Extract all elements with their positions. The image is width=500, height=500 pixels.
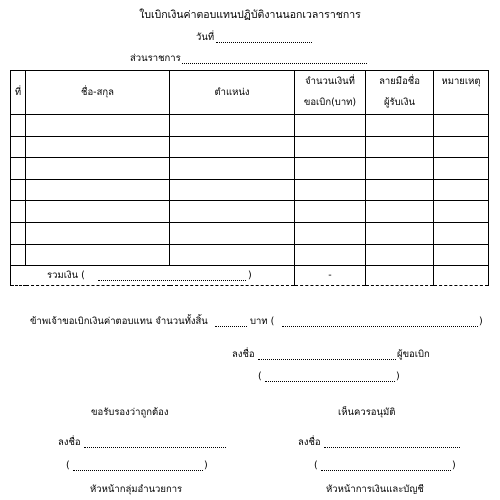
requester-role: ผู้ขอเบิก — [397, 349, 430, 360]
cell-signature[interactable] — [366, 179, 434, 201]
date-field[interactable] — [216, 42, 312, 43]
requester-paren-close: ) — [396, 371, 400, 382]
certify-sign-label: ลงชื่อ — [58, 437, 81, 448]
cell-name[interactable] — [26, 136, 170, 158]
payment-table — [10, 70, 489, 286]
request-close-paren: ) — [479, 316, 483, 327]
cell-remarks[interactable] — [434, 136, 489, 158]
department-label: ส่วนราชการ — [130, 53, 181, 64]
cell-remarks[interactable] — [434, 115, 489, 137]
column-header-number: ที่ — [11, 71, 26, 115]
cell-signature[interactable] — [366, 201, 434, 223]
total-close-paren: ) — [248, 270, 252, 282]
approve-name-field[interactable] — [321, 470, 451, 471]
cell-remarks[interactable] — [434, 179, 489, 201]
cell-number[interactable] — [11, 115, 26, 137]
total-signature — [366, 266, 434, 286]
cell-amount[interactable] — [295, 201, 366, 223]
table-row — [11, 115, 489, 137]
table-row — [11, 201, 489, 223]
cell-number[interactable] — [11, 244, 26, 266]
cell-amount[interactable] — [295, 222, 366, 244]
cell-signature[interactable] — [366, 136, 434, 158]
requester-sign-label: ลงชื่อ — [232, 349, 255, 360]
form-title: ใบเบิกเงินค่าตอบแทนปฏิบัติงานนอกเวลาราชการ — [139, 9, 361, 21]
cell-position[interactable] — [170, 244, 295, 266]
cell-signature[interactable] — [366, 222, 434, 244]
cell-position[interactable] — [170, 158, 295, 180]
total-row — [11, 266, 489, 286]
table-header-row — [11, 71, 489, 115]
date-label: วันที่ — [196, 32, 215, 43]
cell-remarks[interactable] — [434, 222, 489, 244]
cell-amount[interactable] — [295, 158, 366, 180]
cell-name[interactable] — [26, 244, 170, 266]
cell-name[interactable] — [26, 115, 170, 137]
cell-name[interactable] — [26, 222, 170, 244]
request-text: ข้าพเจ้าขอเบิกเงินค่าตอบแทน จำนวนทั้งสิ้น — [30, 316, 208, 327]
cell-signature[interactable] — [366, 115, 434, 137]
cell-amount[interactable] — [295, 136, 366, 158]
request-words-field[interactable] — [282, 326, 478, 327]
table-row — [11, 244, 489, 266]
certify-signature-field[interactable] — [84, 447, 226, 448]
approve-sign-label: ลงชื่อ — [298, 437, 321, 448]
cell-number[interactable] — [11, 201, 26, 223]
cell-remarks[interactable] — [434, 244, 489, 266]
total-remarks — [434, 266, 489, 286]
certify-paren-open: ( — [66, 460, 70, 471]
certify-position: หัวหน้ากลุ่มอำนวยการ — [90, 484, 183, 495]
table-row — [11, 136, 489, 158]
signature-header-line-1: ลายมือชื่อ — [379, 76, 420, 87]
table-row — [11, 179, 489, 201]
column-header-remarks — [434, 71, 489, 115]
amount-header-line-2: ขอเบิก(บาท) — [303, 97, 357, 108]
column-header-name: ชื่อ-สกุล — [26, 71, 170, 115]
remarks-header-text: หมายเหตุ — [441, 76, 481, 87]
approve-position: หัวหน้าการเงินและบัญชี — [326, 484, 424, 495]
table-row — [11, 222, 489, 244]
approve-paren-close: ) — [452, 460, 456, 471]
request-unit: บาท ( — [250, 316, 275, 327]
column-header-signature — [366, 71, 434, 115]
request-amount-field[interactable] — [215, 326, 247, 327]
cell-amount[interactable] — [295, 179, 366, 201]
requester-name-field[interactable] — [265, 381, 395, 382]
cell-name[interactable] — [26, 201, 170, 223]
approve-paren-open: ( — [314, 460, 318, 471]
total-words-field[interactable] — [98, 280, 246, 281]
cell-signature[interactable] — [366, 244, 434, 266]
certify-name-field[interactable] — [73, 470, 203, 471]
certify-heading: ขอรับรองว่าถูกต้อง — [91, 407, 169, 418]
column-header-amount — [295, 71, 366, 115]
total-label-cell — [11, 266, 295, 286]
requester-signature-field[interactable] — [258, 359, 396, 360]
cell-position[interactable] — [170, 136, 295, 158]
cell-signature[interactable] — [366, 158, 434, 180]
approve-heading: เห็นควรอนุมัติ — [338, 407, 396, 418]
cell-number[interactable] — [11, 222, 26, 244]
cell-number[interactable] — [11, 136, 26, 158]
requester-paren-open: ( — [258, 371, 262, 382]
column-header-position: ตำแหน่ง — [170, 71, 295, 115]
cell-number[interactable] — [11, 158, 26, 180]
approve-signature-field[interactable] — [324, 447, 460, 448]
cell-position[interactable] — [170, 201, 295, 223]
total-label: รวมเงิน ( — [47, 270, 85, 282]
cell-number[interactable] — [11, 179, 26, 201]
table-row — [11, 158, 489, 180]
cell-position[interactable] — [170, 115, 295, 137]
certify-paren-close: ) — [204, 460, 208, 471]
cell-position[interactable] — [170, 222, 295, 244]
department-field[interactable] — [182, 63, 367, 64]
cell-remarks[interactable] — [434, 201, 489, 223]
cell-amount[interactable] — [295, 115, 366, 137]
cell-remarks[interactable] — [434, 158, 489, 180]
amount-header-line-1: จำนวนเงินที่ — [305, 76, 355, 87]
cell-name[interactable] — [26, 179, 170, 201]
total-amount[interactable]: - — [295, 266, 366, 286]
cell-name[interactable] — [26, 158, 170, 180]
signature-header-line-2: ผู้รับเงิน — [383, 97, 416, 108]
cell-amount[interactable] — [295, 244, 366, 266]
cell-position[interactable] — [170, 179, 295, 201]
